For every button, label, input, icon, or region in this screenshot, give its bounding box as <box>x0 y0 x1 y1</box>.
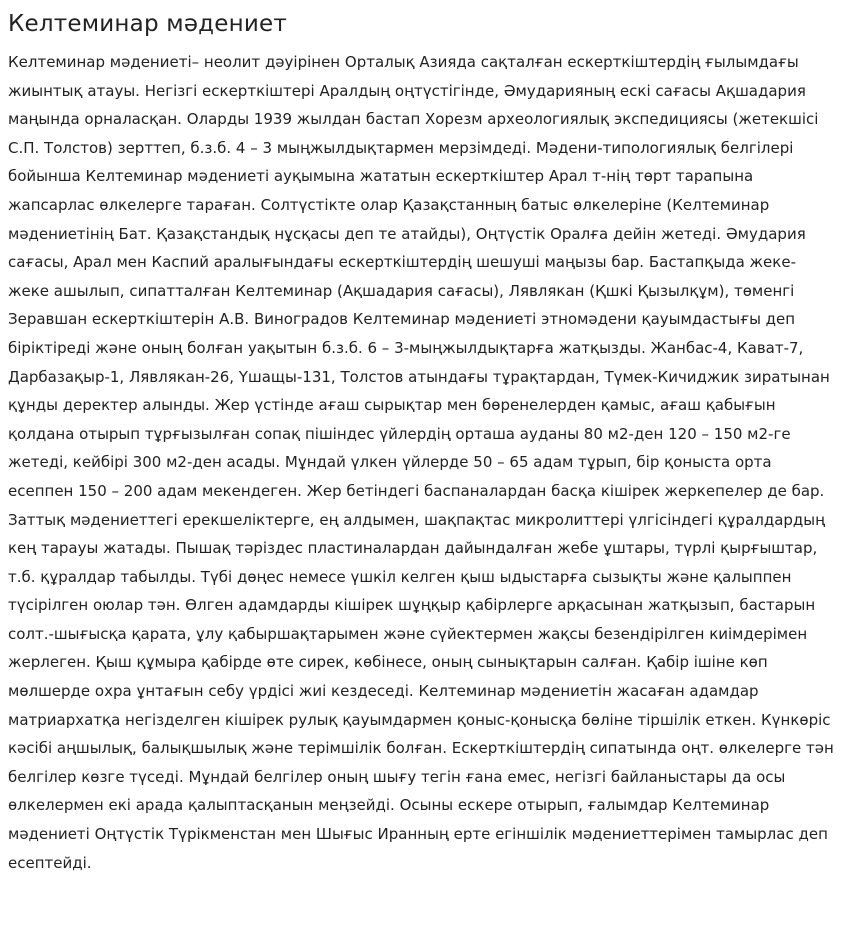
article-body: Келтеминар мәдениеті– неолит дәуірінен Орталық Азияда сақталған ескерткіштердің ғылымдағы жиынтық атауы. Негізгі ескерткіштері Аралдың оңтүстігінде, Әмударияның ескі сағасы Ақшадария маңында орналасқан. Оларды 1939 жылдан бастап Хорезм археологиялық экспедициясы (жетекшісі С.П. Толстов) зерттеп, б.з.б. 4 – 3 мыңжылдықтармен мерзімдеді. Мәдени-типологиялық белгілері бойынша Келтеминар мәдениеті ауқымына жататын ескерткіштер Арал т-нің төрт тарапына жапсарлас өлкелерге тараған. Солтүстікте олар Қазақстанның батыс өлкелеріне (Келтеминар мәдениетінің Бат. Қазақстандық нұсқасы деп те атайды), Оңтүстік Оралға дейін жетеді. Әмудария сағасы, Арал мен Каспий аралығындағы ескерткіштердің шешуші маңызы бар. Бастапқыда жеке-жеке ашылып, сипатталған Келтеминар (Ақшадария сағасы), Лявлякан (Қшкі Қызылқұм), төменгі Зеравшан ескерткіштерін А.В. Виноградов Келтеминар мәдениеті этномәдени қауымдастығы деп біріктіреді және оның болған уақытын б.з.б. 6 – 3-мыңжылдықтарға жатқызды. Жанбас-4, Кават-7, Дарбазақыр-1, Лявлякан-26, Үшащы-131, Толстов атындағы тұрақтардан, Түмек-Кичиджик зиратынан құнды деректер алынды. Жер үстінде ағаш сырықтар мен бөренелерден қамыс, ағаш қабығын қолдана отырып тұрғызылған сопақ пішіндес үйлердің орташа ауданы 80 м2-ден 120 – 150 м2-ге жетеді, кейбірі 300 м2-ден асады. Мұндай үлкен үйлерде 50 – 65 адам тұрып, бір қоныста орта есеппен 150 – 200 адам мекендеген. Жер бетіндегі баспаналардан басқа кішірек жеркепелер де бар. Заттық мәдениеттегі ерекшеліктерге, ең алдымен, шақпақтас микролиттері үлгісіндегі құралдардың кең тарауы жатады. Пышақ тәріздес пластиналардан дайындалған жебе ұштары, түрлі қырғыштар, т.б. құралдар табылды. Түбі дөңес немесе үшкіл келген қыш ыдыстарға сызықты және қалыппен түсірілген оюлар тән. Өлген адамдарды кішірек шұңқыр қабірлерге арқасынан жатқызып, бастарын солт.-шығысқа қарата, ұлу қабыршақтарымен және сүйектермен жақсы безендірілген киімдерімен жерлеген. Қыш құмыра қабірде өте сирек, көбінесе, оның сынықтарын салған. Қабір ішіне көп мөлшерде охра ұнтағын себу үрдісі жиі кездеседі. Келтеминар мәдениетін жасаған адамдар матриархатқа негізделген кішірек рулық қауымдармен қоныс-қонысқа бөліне тіршілік еткен. Күнкөріс кәсібі аңшылық, балықшылық және терімшілік болған. Ескерткіштердің сипатында оңт. өлкелерге тән белгілер көзге түседі. Мұндай белгілер оның шығу тегін ғана емес, негізгі байланыстары да осы өлкелермен екі арада қалыптасқанын меңзейді. Осыны ескере отырып, ғалымдар Келтеминар мәдениеті Оңтүстік Түрікменстан мен Шығыс Иранның ерте егіншілік мәдениеттерімен тамырлас деп есептейді. <box>8 53 834 872</box>
page-title: Келтеминар мәдениет <box>8 11 287 37</box>
article-container <box>8 0 836 877</box>
